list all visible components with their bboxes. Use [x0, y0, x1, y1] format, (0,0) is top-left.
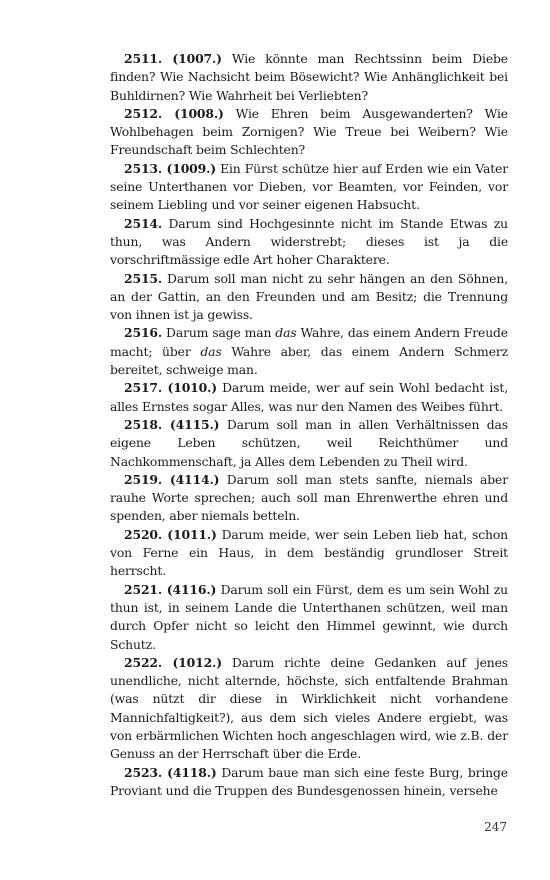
entry-number: 2522. (1012.) — [124, 654, 222, 670]
entry-2520 — [110, 526, 508, 581]
text-block — [110, 50, 508, 800]
entry-2523 — [110, 764, 508, 801]
entry-text: Wie Ehren beim Ausgewanderten? Wie Wohlbehagen beim Zornigen? Wie Treue bei Weibern? Wie Freundschaft beim Schlechten? — [110, 105, 508, 158]
entry-text: Darum richte deine Gedanken auf jenes unendliche, nicht alternde, höchste, sich entfaltende Brahman (was nützt dir diese in Wirklichkeit nicht vorhandene Mannichfaltigkeit?), aus dem sich vieles Andere ergiebt, was von erbärmlichen Wichten hoch angeschlagen wird, wie z.B. der Genuss an der Herrschaft über die Erde. — [110, 654, 508, 762]
entry-number: 2518. (4115.) — [124, 416, 220, 432]
emphasis-text: das — [275, 325, 297, 341]
entry-text: Darum sind Hochgesinnte nicht im Stande Etwas zu thun, was Andern widerstrebt; dieses ist ja die vorschriftmässige edle Art hoher Charaktere. — [110, 215, 508, 268]
entry-number: 2514. — [124, 215, 163, 231]
entry-2519 — [110, 471, 508, 526]
entry-2522 — [110, 654, 508, 764]
entry-2511 — [110, 50, 508, 105]
entry-text: Darum soll man nicht zu sehr hängen an den Söhnen, an der Gattin, an den Freunden und am Besitz; die Trennung von ihnen ist ja gewiss. — [110, 270, 508, 323]
entry-number: 2519. (4114.) — [124, 471, 220, 487]
page-number: 247 — [484, 820, 507, 834]
entry-text: Darum baue man sich eine feste Burg, bringe Proviant und die Truppen des Bundesgenossen hinein, versehe — [110, 764, 508, 798]
entry-number: 2511. (1007.) — [124, 51, 222, 66]
entry-text: Darum soll man in allen Verhältnissen das eigene Leben schützen, weil Reichthümer und Nachkommenschaft, ja Alles dem Lebenden zu Theil wird. — [110, 416, 508, 469]
entry-text: Darum meide, wer sein Leben lieb hat, schon von Ferne ein Haus, in dem beständig grundloser Streit herrscht. — [110, 526, 508, 579]
entry-2517 — [110, 379, 508, 416]
entry-2516 — [110, 324, 508, 379]
entry-text: Ein Fürst schütze hier auf Erden wie ein Vater seine Unterthanen vor Dieben, vor Beamten, vor Feinden, vor seinem Liebling und vor seiner eigenen Habsucht. — [110, 160, 508, 213]
entry-text: Darum sage man — [162, 325, 276, 341]
entry-text: Wie könnte man Rechtssinn beim Diebe finden? Wie Nachsicht beim Bösewicht? Wie Anhänglichkeit bei Buhldirnen? Wie Wahrheit bei Verliebten? — [110, 51, 508, 103]
entry-2515 — [110, 270, 508, 325]
entry-text-continued: Wahre, das einem Andern Freude macht; über — [110, 325, 508, 359]
entry-number: 2512. (1008.) — [124, 105, 224, 121]
entry-2513 — [110, 160, 508, 215]
entry-number: 2517. (1010.) — [124, 380, 217, 396]
entry-2518 — [110, 416, 508, 471]
entry-2514 — [110, 215, 508, 270]
entry-number: 2521. (4116.) — [124, 581, 217, 597]
entry-2521 — [110, 581, 508, 654]
entry-number: 2515. — [124, 270, 163, 286]
entry-number: 2513. (1009.) — [124, 160, 216, 176]
entry-text: Darum soll ein Fürst, dem es um sein Wohl zu thun ist, in seinem Lande die Unterthanen schützen, weil man durch Opfer nicht so leicht den Himmel gewinnt, wie durch Schutz. — [110, 581, 508, 652]
entry-text: Darum soll man stets sanfte, niemals aber rauhe Worte sprechen; auch soll man Ehrenwerthe ehren und spenden, aber niemals betteln. — [110, 471, 508, 524]
entry-number: 2520. (1011.) — [124, 526, 217, 542]
emphasis-text: das — [200, 343, 222, 359]
entry-text-end: Wahre aber, das einem Andern Schmerz bereitet, schweige man. — [110, 343, 508, 378]
entry-2512 — [110, 105, 508, 160]
entry-number: 2523. (4118.) — [124, 764, 217, 780]
entry-text: Darum meide, wer auf sein Wohl bedacht ist, alles Ernstes sogar Alles, was nur den Namen des Weibes führt. — [110, 380, 508, 414]
entry-number: 2516. — [124, 325, 163, 341]
